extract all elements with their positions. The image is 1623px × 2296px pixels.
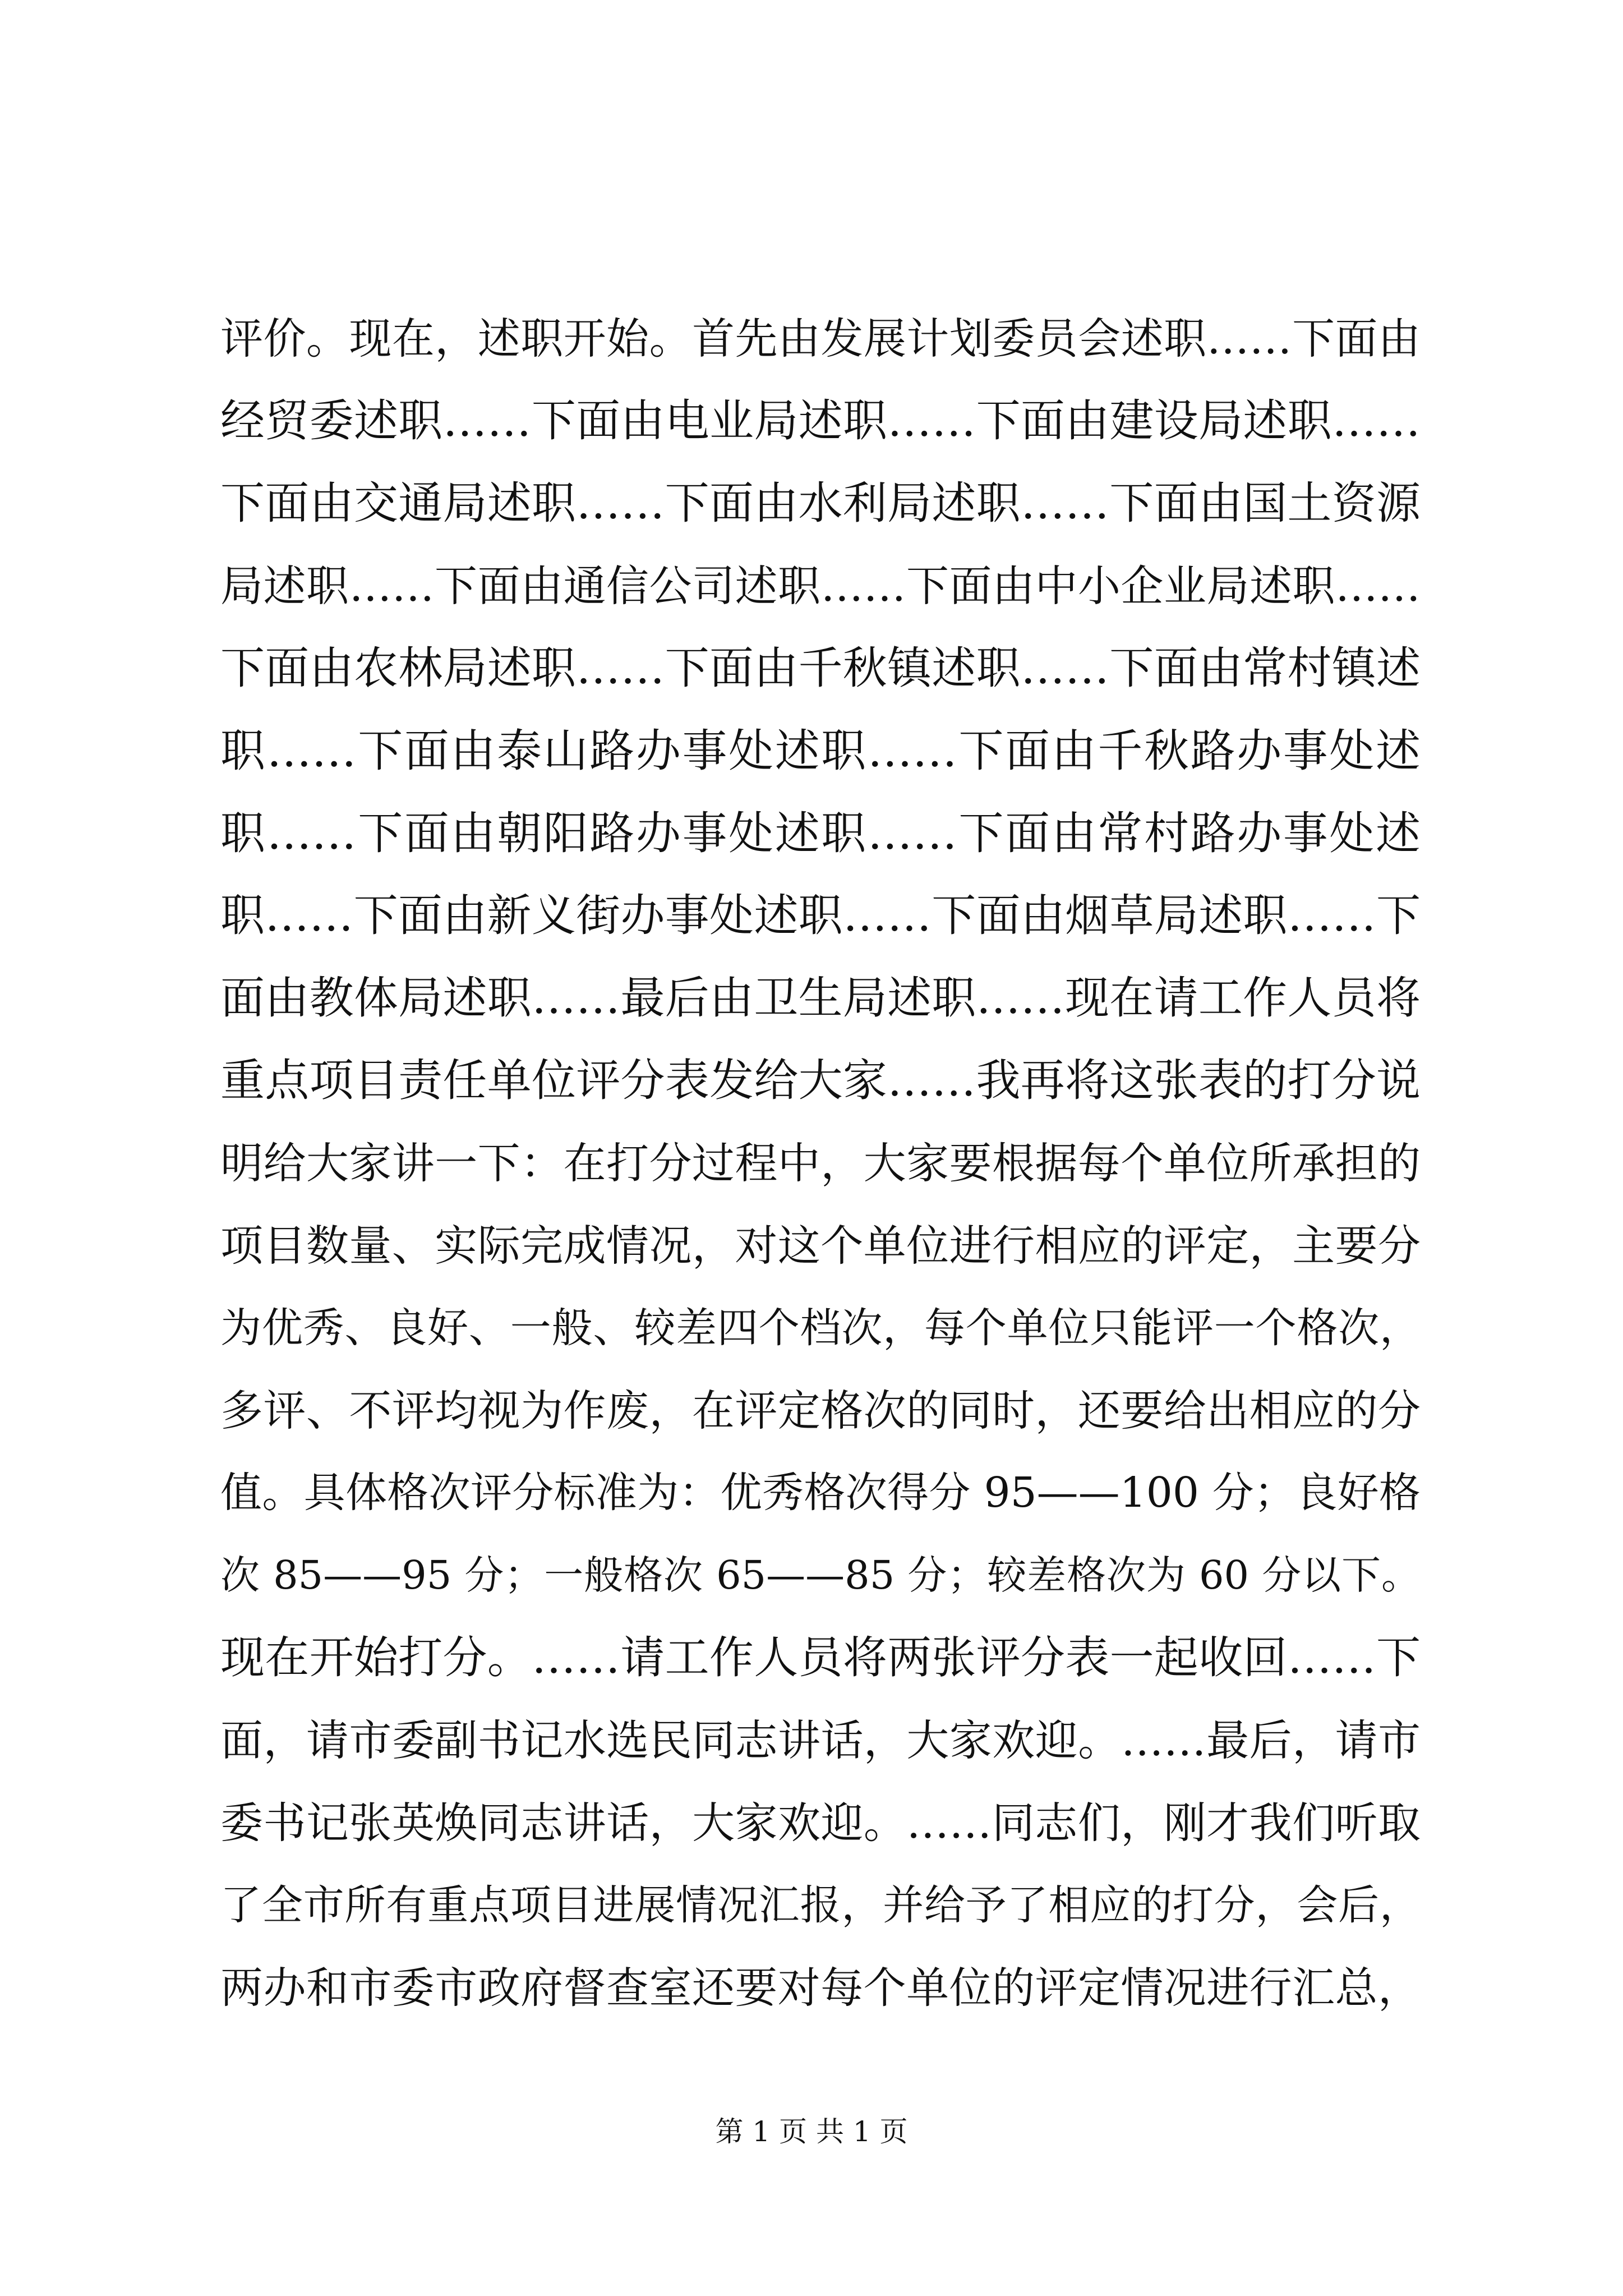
text-line-19: 委书记张英焕同志讲话，大家欢迎。……同志们，刚才我们听取 bbox=[220, 1798, 1421, 1848]
text-line-3: 下面由交通局述职……下面由水利局述职……下面由国土资源 bbox=[220, 477, 1421, 529]
text-line-4: 局述职……下面由通信公司述职……下面由中小企业局述职…… bbox=[220, 561, 1421, 611]
text-line-18: 面，请市委副书记水选民同志讲话，大家欢迎。……最后，请市 bbox=[220, 1715, 1421, 1765]
text-line-13: 为优秀、良好、一般、较差四个档次，每个单位只能评一个格次， bbox=[220, 1304, 1421, 1352]
text-line-15: 值。具体格次评分标准为：优秀格次得分 95——100 分；良好格 bbox=[220, 1469, 1421, 1517]
page-footer bbox=[0, 2109, 1623, 2150]
text-line-14: 多评、不评均视为作废，在评定格次的同时，还要给出相应的分 bbox=[220, 1386, 1421, 1435]
text-line-11: 明给大家讲一下：在打分过程中，大家要根据每个单位所承担的 bbox=[220, 1138, 1421, 1188]
text-line-12: 项目数量、实际完成情况，对这个单位进行相应的评定，主要分 bbox=[220, 1221, 1421, 1271]
text-line-7: 职……下面由朝阳路办事处述职……下面由常村路办事处述 bbox=[220, 807, 1421, 859]
text-line-1: 评价。现在，述职开始。首先由发展计划委员会述职……下面由 bbox=[220, 314, 1421, 364]
text-line-2: 经贸委述职……下面由电业局述职……下面由建设局述职…… bbox=[220, 395, 1421, 447]
text-line-20: 了全市所有重点项目进展情况汇报，并给予了相应的打分，会后， bbox=[220, 1881, 1421, 1929]
text-line-5: 下面由农林局述职……下面由千秋镇述职……下面由常村镇述 bbox=[220, 642, 1421, 694]
text-line-10: 重点项目责任单位评分表发给大家……我再将这张表的打分说 bbox=[220, 1055, 1421, 1106]
text-line-17: 现在开始打分。……请工作人员将两张评分表一起收回……下 bbox=[220, 1632, 1421, 1683]
text-line-21: 两办和市委市政府督查室还要对每个单位的评定情况进行汇总， bbox=[220, 1963, 1421, 2013]
text-line-8: 职……下面由新义街办事处述职……下面由烟草局述职……下 bbox=[220, 890, 1421, 941]
body-paragraph bbox=[220, 297, 1421, 2029]
text-line-6: 职……下面由泰山路办事处述职……下面由千秋路办事处述 bbox=[220, 725, 1421, 777]
page-number-label: 第 1 页 共 1 页 bbox=[715, 2115, 908, 2148]
text-line-9: 面由教体局述职……最后由卫生局述职……现在请工作人员将 bbox=[220, 972, 1421, 1024]
text-line-16: 次 85——95 分；一般格次 65——85 分；较差格次为 60 分以下。 bbox=[220, 1552, 1421, 1598]
